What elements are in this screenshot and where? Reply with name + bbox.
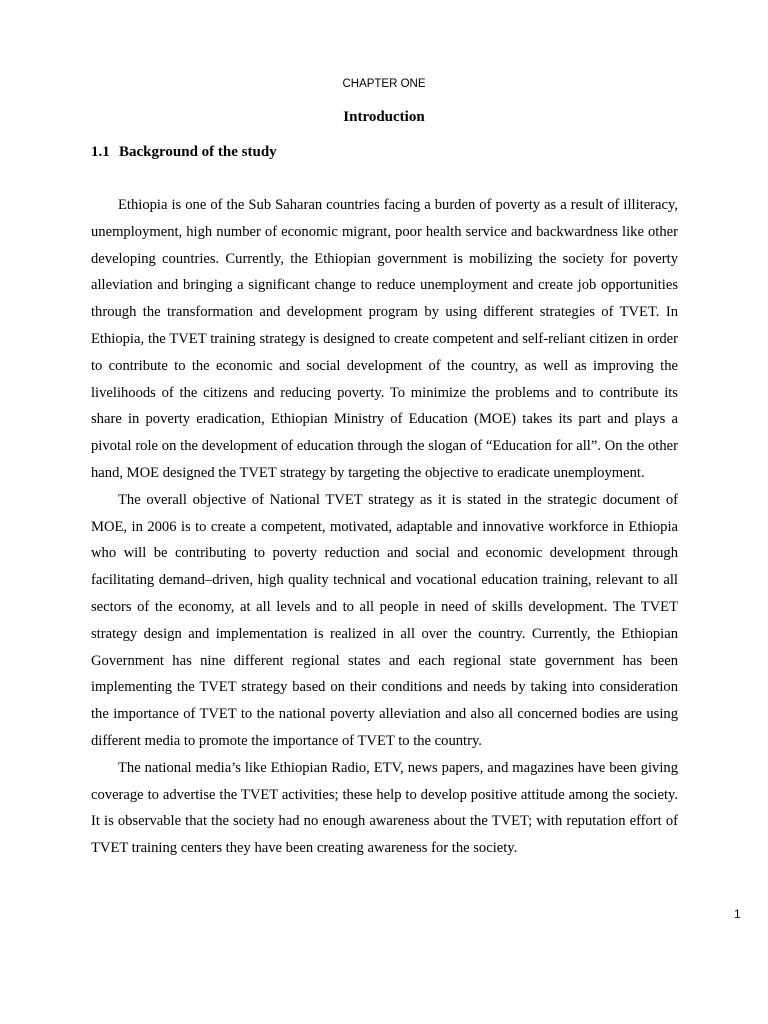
paragraph: The overall objective of National TVET strategy as it is stated in the strategic document of MOE, in 2006 is to create a competent, motivated, adaptable and innovative workforce in Ethiopia who will be contributing to poverty reduction and social and economic development through facilitating demand–driven, high quality technical and vocational education training, relevant to all sectors of the economy, at all levels and to all people in need of skills development. The TVET strategy design and implementation is realized in all over the country. Currently, the Ethiopian Government has nine different regional states and each regional state government has been implementing the TVET strategy based on their conditions and needs by taking into consideration the importance of TVET to the national poverty alleviation and also all concerned bodies are using different media to promote the importance of TVET to the country. (91, 491, 678, 749)
chapter-label: CHAPTER ONE (342, 78, 426, 90)
section-number: 1.1 (91, 144, 110, 160)
section-heading (91, 143, 277, 161)
body-text (91, 192, 678, 862)
section-title: Background of the study (119, 144, 277, 160)
paragraph: The national media’s like Ethiopian Radio, ETV, news papers, and magazines have been giving coverage to advertise the TVET activities; these help to develop positive attitude among the society. It is observable that the society had no enough awareness about the TVET; with reputation effort of TVET training centers they have been creating awareness for the society. (91, 759, 678, 857)
chapter-title: Introduction (343, 109, 425, 125)
paragraph: Ethiopia is one of the Sub Saharan countries facing a burden of poverty as a result of illiteracy, unemployment, high number of economic migrant, poor health service and backwardness like other developing countries. Currently, the Ethiopian government is mobilizing the society for poverty alleviation and bringing a significant change to reduce unemployment and create job opportunities through the transformation and development program by using different strategies of TVET. In Ethiopia, the TVET training strategy is designed to create competent and self-reliant citizen in order to contribute to the economic and social development of the country, as well as improving the livelihoods of the citizens and reducing poverty. To minimize the problems and to contribute its share in poverty eradication, Ethiopian Ministry of Education (MOE) takes its part and plays a pivotal role on the development of education through the slogan of “Education for all”. On the other hand, MOE designed the TVET strategy by targeting the objective to eradicate unemployment. (91, 197, 678, 481)
page-number: 1 (734, 907, 741, 921)
